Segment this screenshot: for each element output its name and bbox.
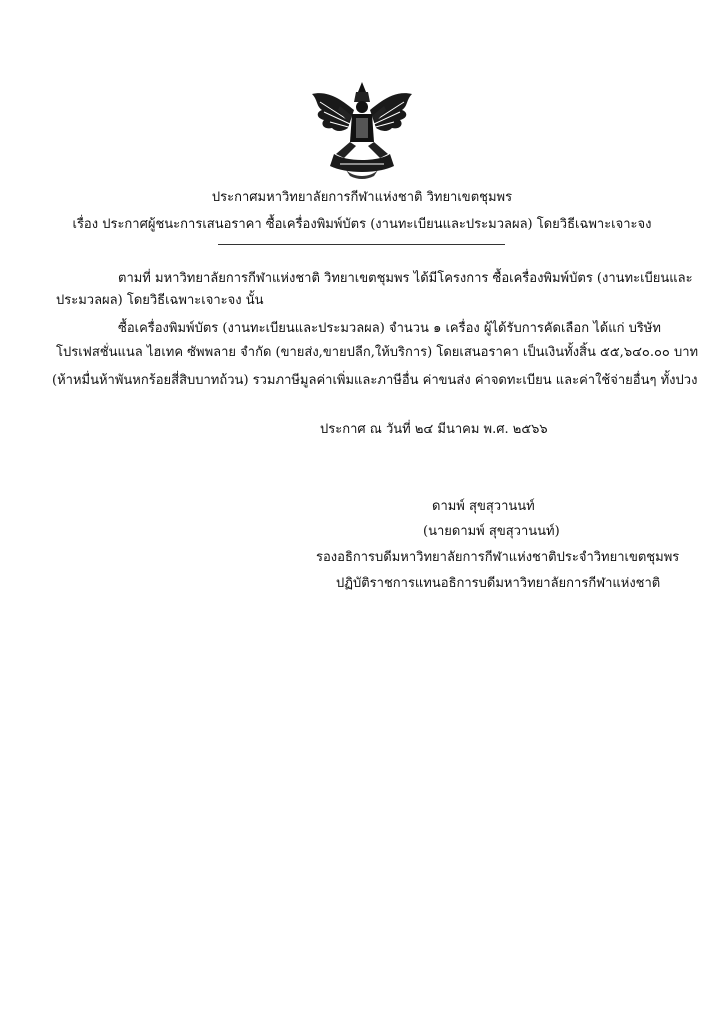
paragraph1-line1: ตามที่ มหาวิทยาลัยการกีฬาแห่งชาติ วิทยาเขตชุมพร ได้มีโครงการ ซื้อเครื่องพิมพ์บัตร (งานทะเบียนและ — [118, 271, 693, 286]
heading-organization: ประกาศมหาวิทยาลัยการกีฬาแห่งชาติ วิทยาเขตชุมพร — [211, 190, 513, 205]
divider-line — [218, 244, 505, 245]
signature-full-name: (นายดามพ์ สุขสุวานนท์) — [423, 524, 560, 539]
paragraph2-line3: (ห้าหมื่นห้าพันหกร้อยสี่สิบบาทถ้วน) รวมภาษีมูลค่าเพิ่มและภาษีอื่น ค่าขนส่ง ค่าจดทะเบียน และค่าใช้จ่ายอื่นๆ ทั้งปวง — [52, 373, 698, 388]
paragraph1-line2: ประมวลผล) โดยวิธีเฉพาะเจาะจง นั้น — [56, 293, 264, 308]
heading-subject: เรื่อง ประกาศผู้ชนะการเสนอราคา ซื้อเครื่องพิมพ์บัตร (งานทะเบียนและประมวลผล) โดยวิธีเฉพาะเจาะจง — [72, 217, 652, 232]
garuda-emblem-icon — [306, 80, 418, 180]
signature-position-1: รองอธิการบดีมหาวิทยาลัยการกีฬาแห่งชาติประจำวิทยาเขตชุมพร — [316, 550, 680, 565]
paragraph2-line2: โปรเฟสชั่นแนล ไฮเทค ซัพพลาย จำกัด (ขายส่ง,ขายปลีก,ให้บริการ) โดยเสนอราคา เป็นเงินทั้งสิ้น ๕๕,๖๔๐.๐๐ บาท — [56, 345, 699, 360]
signature-signed-name: ดามพ์ สุขสุวานนท์ — [432, 499, 535, 514]
paragraph2-line1: ซื้อเครื่องพิมพ์บัตร (งานทะเบียนและประมวลผล) จำนวน ๑ เครื่อง ผู้ได้รับการคัดเลือก ได้แก่ บริษัท — [118, 321, 661, 336]
signature-position-2: ปฏิบัติราชการแทนอธิการบดีมหาวิทยาลัยการกีฬาแห่งชาติ — [336, 576, 661, 591]
announce-date: ประกาศ ณ วันที่ ๒๔ มีนาคม พ.ศ. ๒๕๖๖ — [320, 422, 548, 437]
